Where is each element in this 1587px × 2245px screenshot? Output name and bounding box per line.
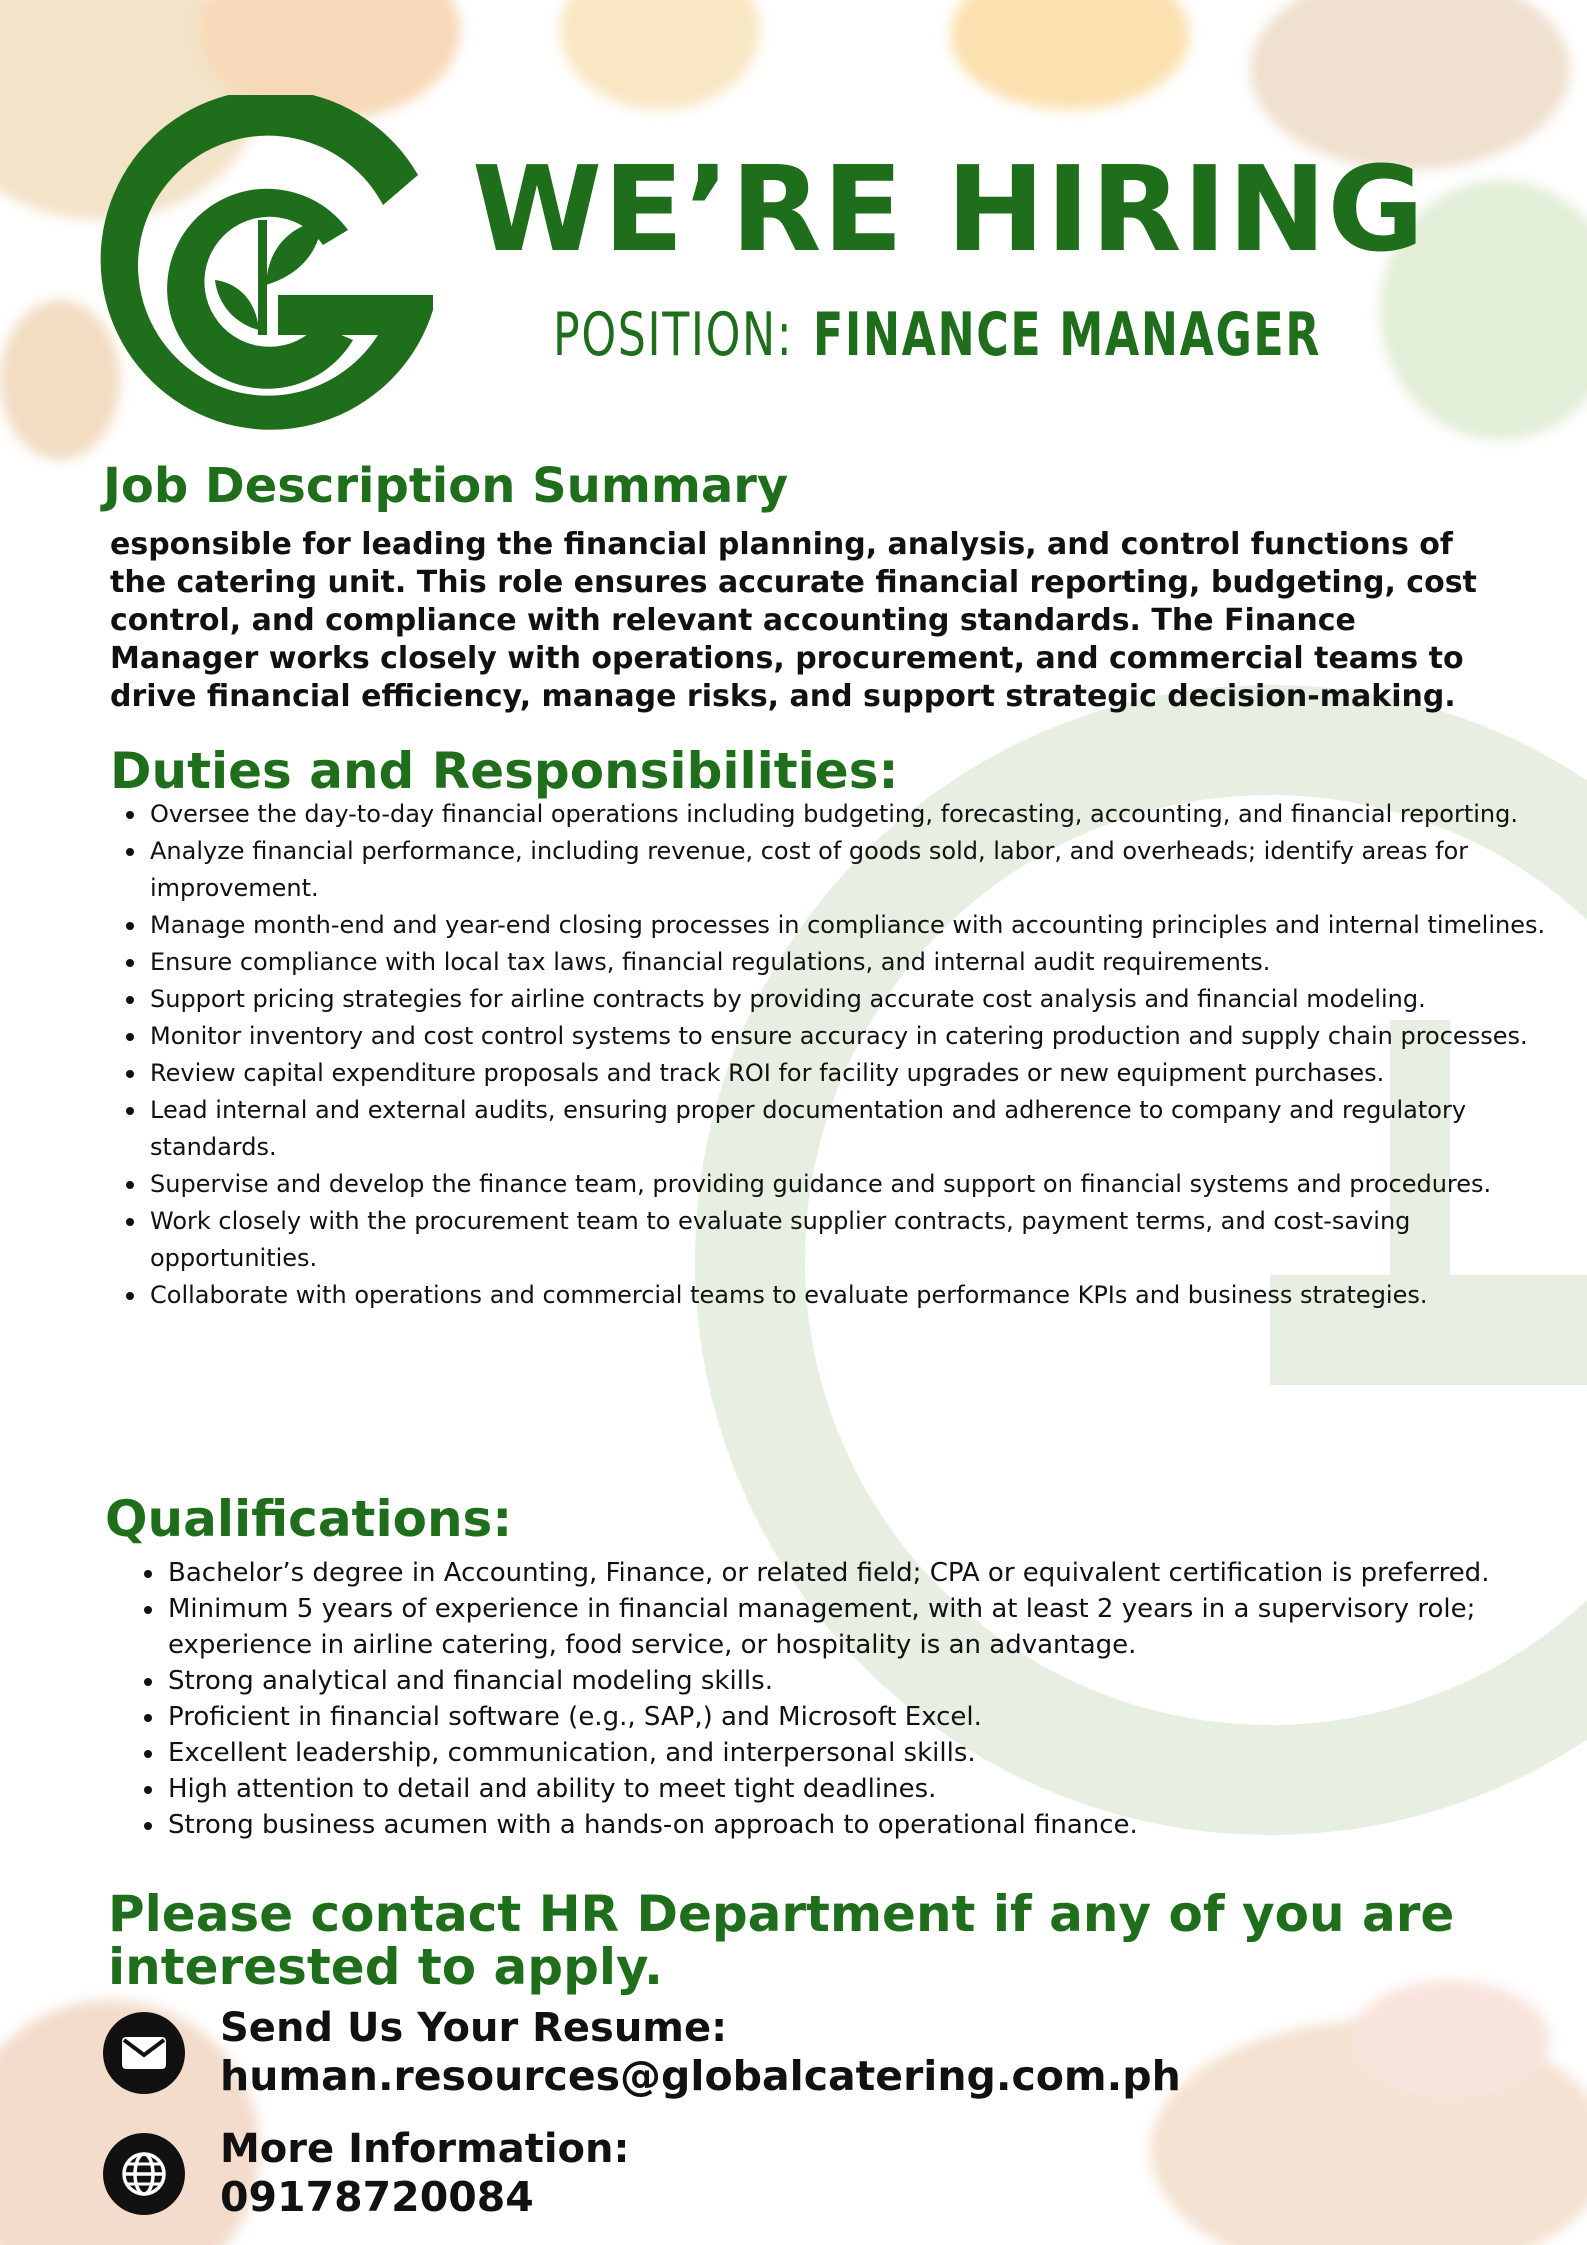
list-item: Oversee the day-to-day financial operations including budgeting, forecasting, accounting, and financial reporting. <box>150 796 1570 833</box>
list-item: Bachelor’s degree in Accounting, Finance, or related field; CPA or equivalent certification is preferred. <box>168 1555 1518 1591</box>
qualifications-heading: Qualifications: <box>105 1490 513 1548</box>
globe-icon <box>103 2133 185 2215</box>
list-item: Excellent leadership, communication, and interpersonal skills. <box>168 1735 1518 1771</box>
list-item: Minimum 5 years of experience in financial management, with at least 2 years in a supervisory role; experience in airline catering, food service, or hospitality is an advantage. <box>168 1591 1518 1663</box>
duties-heading: Duties and Responsibilities: <box>110 742 899 800</box>
list-item: Monitor inventory and cost control systems to ensure accuracy in catering production and supply chain processes. <box>150 1018 1570 1055</box>
info-contact <box>103 2126 630 2221</box>
list-item: Work closely with the procurement team to evaluate supplier contracts, payment terms, and cost-saving opportunities. <box>150 1203 1570 1277</box>
position-line <box>553 300 1433 370</box>
summary-heading: Job Description Summary <box>103 458 789 514</box>
list-item: Review capital expenditure proposals and track ROI for facility upgrades or new equipment purchases. <box>150 1055 1570 1092</box>
list-item: Ensure compliance with local tax laws, financial regulations, and internal audit requirements. <box>150 944 1570 981</box>
list-item: High attention to detail and ability to meet tight deadlines. <box>168 1771 1518 1807</box>
duties-list <box>110 796 1570 1314</box>
list-item: Strong analytical and financial modeling skills. <box>168 1663 1518 1699</box>
list-item: Proficient in financial software (e.g., SAP,) and Microsoft Excel. <box>168 1699 1518 1735</box>
page-title: WE’RE HIRING <box>472 140 1426 278</box>
contact-heading: Please contact HR Department if any of you are interested to apply. <box>108 1885 1455 1996</box>
list-item: Support pricing strategies for airline contracts by providing accurate cost analysis and financial modeling. <box>150 981 1570 1018</box>
global-catering-logo <box>78 95 448 455</box>
email-link[interactable]: human.resources@globalcatering.com.ph <box>220 2052 1181 2100</box>
summary-text: esponsible for leading the financial planning, analysis, and control functions of the catering unit. This role ensures accurate financial reporting, budgeting, cost control, and compliance with relevant accounting standards. The Finance Manager works closely with operations, procurement, and commercial teams to drive financial efficiency, manage risks, and support strategic decision-making. <box>110 527 1477 714</box>
list-item: Lead internal and external audits, ensuring proper documentation and adherence to company and regulatory standards. <box>150 1092 1570 1166</box>
qualifications-list <box>128 1555 1518 1843</box>
phone-number[interactable]: 09178720084 <box>220 2173 534 2221</box>
info-label: More Information: <box>220 2126 630 2172</box>
resume-label: Send Us Your Resume: <box>220 2005 728 2051</box>
resume-contact <box>103 2005 1181 2100</box>
list-item: Analyze financial performance, including revenue, cost of goods sold, labor, and overheads; identify areas for improvement. <box>150 833 1570 907</box>
list-item: Supervise and develop the finance team, providing guidance and support on financial systems and procedures. <box>150 1166 1570 1203</box>
list-item: Manage month-end and year-end closing processes in compliance with accounting principles and internal timelines. <box>150 907 1570 944</box>
envelope-icon <box>103 2012 185 2094</box>
list-item: Strong business acumen with a hands-on approach to operational finance. <box>168 1807 1518 1843</box>
position-label: POSITION: <box>553 300 794 370</box>
position-value: FINANCE MANAGER <box>813 300 1322 370</box>
list-item: Collaborate with operations and commercial teams to evaluate performance KPIs and business strategies. <box>150 1277 1570 1314</box>
